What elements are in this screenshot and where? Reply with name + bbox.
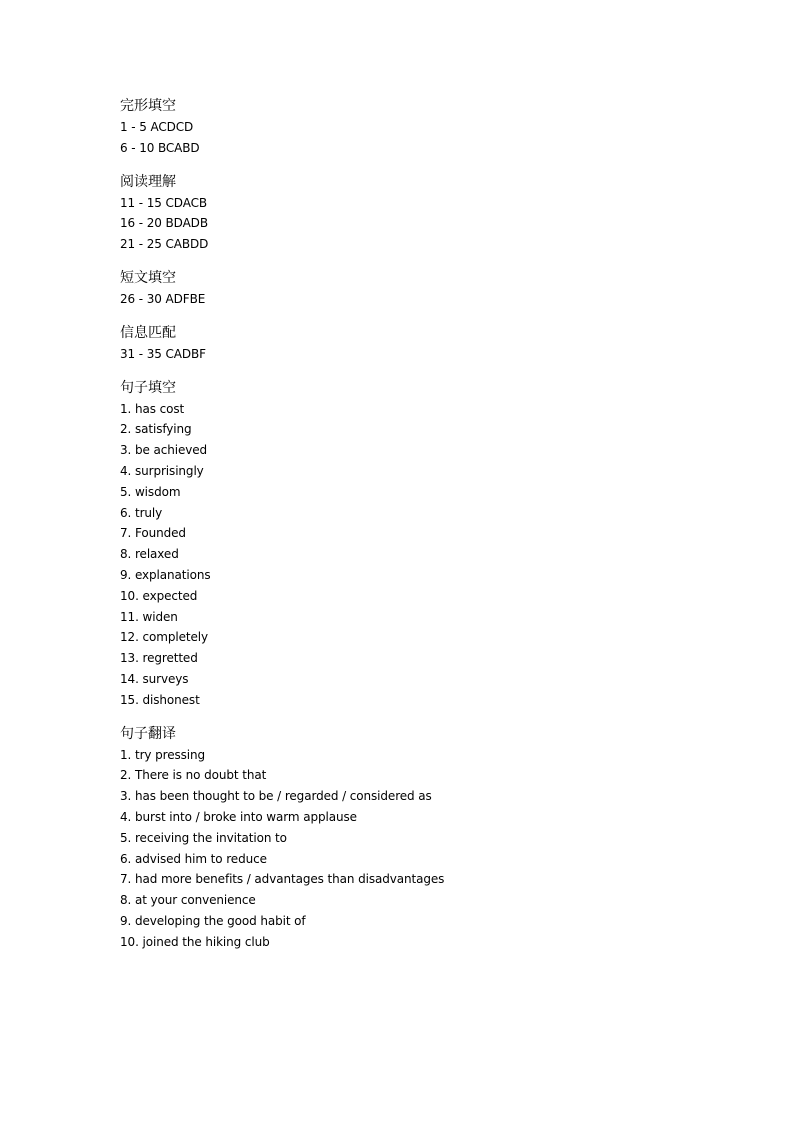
answer-line: 6 - 10 BCABD — [120, 140, 200, 155]
section-heading: 句子填空 — [120, 379, 176, 396]
section-cloze — [120, 96, 720, 159]
section-reading-comprehension — [120, 172, 720, 255]
section-heading: 短文填空 — [120, 269, 176, 286]
answer-line: 2. satisfying — [120, 422, 192, 437]
answer-line: 11 - 15 CDACB — [120, 195, 208, 210]
answer-line: 11. widen — [120, 609, 178, 624]
answer-line: 26 - 30 ADFBE — [120, 291, 206, 306]
section-heading: 阅读理解 — [120, 173, 176, 190]
answer-line: 1. try pressing — [120, 747, 206, 762]
section-sentence-translation — [120, 724, 720, 953]
answer-line: 14. surveys — [120, 671, 189, 686]
answer-line: 10. expected — [120, 588, 198, 603]
answer-line: 7. Founded — [120, 526, 186, 541]
answer-line: 8. at your convenience — [120, 893, 256, 908]
answer-line: 16 - 20 BDADB — [120, 216, 208, 231]
answer-line: 3. be achieved — [120, 443, 208, 458]
answer-line: 4. surprisingly — [120, 463, 204, 478]
section-heading: 完形填空 — [120, 98, 176, 114]
section-passage-blanks — [120, 268, 720, 310]
answer-line: 13. regretted — [120, 651, 198, 666]
answer-line: 1 - 5 ACDCD — [120, 120, 194, 134]
section-heading: 信息匹配 — [120, 324, 176, 341]
answer-line: 6. truly — [120, 505, 163, 520]
answer-line: 4. burst into / broke into warm applause — [120, 809, 357, 824]
answer-line: 8. relaxed — [120, 547, 179, 562]
answer-line: 6. advised him to reduce — [120, 851, 267, 866]
answer-line: 9. developing the good habit of — [120, 913, 306, 928]
section-sentence-completion — [120, 378, 720, 711]
answer-line: 10. joined the hiking club — [120, 934, 270, 949]
answer-line: 21 - 25 CABDD — [120, 237, 209, 252]
answer-line: 7. had more benefits / advantages than disadvantages — [120, 872, 445, 887]
section-heading: 句子翻译 — [120, 725, 176, 742]
answer-line: 9. explanations — [120, 567, 211, 582]
answer-line: 1. has cost — [120, 401, 185, 416]
section-info-matching — [120, 323, 720, 365]
answer-line: 12. completely — [120, 630, 208, 645]
answer-line: 5. receiving the invitation to — [120, 830, 287, 845]
answer-line: 15. dishonest — [120, 692, 200, 707]
answer-line: 31 - 35 CADBF — [120, 346, 206, 361]
answer-line: 5. wisdom — [120, 484, 181, 499]
answer-key — [120, 96, 720, 966]
answer-line: 3. has been thought to be / regarded / considered as — [120, 789, 432, 804]
answer-line: 2. There is no doubt that — [120, 768, 267, 783]
